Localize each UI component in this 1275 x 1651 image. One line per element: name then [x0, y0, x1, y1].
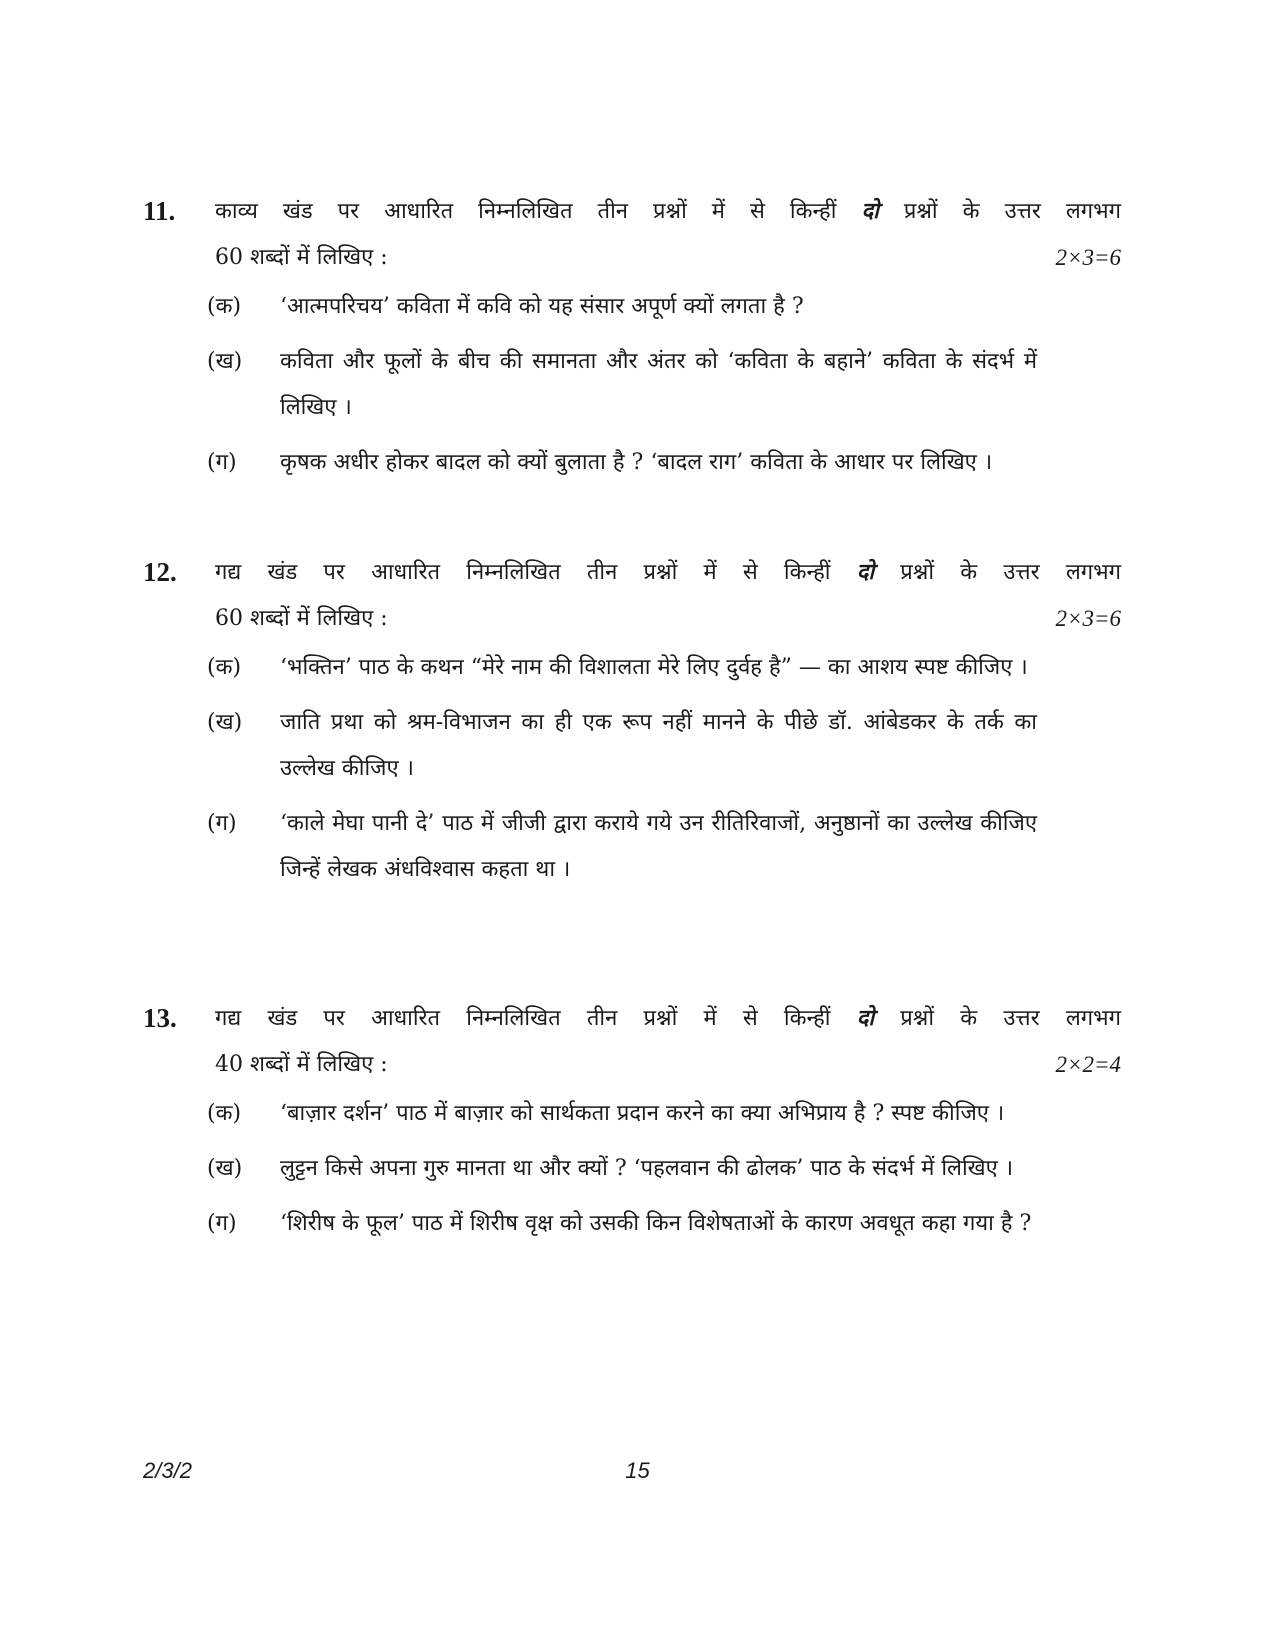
option-text: ‘काले मेघा पानी दे’ पाठ में जीजी द्वारा कराये गये उन रीतिरिवाजों, अनुष्ठानों का उल्लेख कीजिए जिन्हें लेखक अंधविश्वास कहता था ।	[280, 811, 1037, 882]
option-text: कविता और फूलों के बीच की समानता और अंतर को ‘कविता के बहाने’ कविता के संदर्भ में लिखिए ।	[280, 349, 1037, 420]
question-number: 13.	[143, 1003, 177, 1033]
page-number: 15	[625, 1458, 650, 1483]
option-kha	[207, 700, 1037, 792]
option-label: (ग)	[207, 450, 237, 475]
question-stem-line1	[215, 188, 1121, 235]
option-kha	[207, 339, 1037, 431]
option-label: (ख)	[207, 710, 243, 735]
option-ga	[207, 1201, 1037, 1247]
stem-emphasis: दो	[856, 559, 875, 585]
stem-word-limit: 60 शब्दों में लिखिए :	[215, 245, 388, 270]
stem-text-a: काव्य खंड पर आधारित निम्नलिखित तीन प्रश्नों में से किन्हीं	[215, 199, 862, 224]
option-ga	[207, 801, 1037, 893]
option-label: (ख)	[207, 349, 243, 374]
option-ka	[207, 284, 1037, 330]
option-label: (ख)	[207, 1156, 243, 1181]
question-stem	[215, 995, 1121, 1088]
question-stem	[215, 549, 1121, 642]
marks-label: 2×3=6	[1055, 606, 1121, 631]
question-stem-line1	[215, 995, 1121, 1042]
paper-code: 2/3/2	[143, 1458, 192, 1483]
marks-label: 2×2=4	[1055, 1052, 1121, 1077]
option-label: (ग)	[207, 811, 237, 836]
question-stem-line2	[215, 235, 1121, 281]
stem-text-b: प्रश्नों के उत्तर लगभग	[874, 560, 1121, 585]
option-text: जाति प्रथा को श्रम-विभाजन का ही एक रूप नहीं मानने के पीछे डॉ. आंबेडकर के तर्क का उल्लेख कीजिए ।	[280, 710, 1037, 781]
stem-text-b: प्रश्नों के उत्तर लगभग	[874, 1006, 1121, 1031]
option-text: कृषक अधीर होकर बादल को क्यों बुलाता है ? ‘बादल राग’ कविता के आधार पर लिखिए ।	[280, 450, 993, 475]
marks-label: 2×3=6	[1055, 245, 1121, 270]
stem-text-a: गद्य खंड पर आधारित निम्नलिखित तीन प्रश्नों में से किन्हीं	[215, 560, 857, 585]
options-11	[207, 284, 1037, 495]
options-13	[207, 1091, 1037, 1256]
option-label: (क)	[207, 294, 242, 319]
stem-word-limit: 40 शब्दों में लिखिए :	[215, 1052, 388, 1077]
option-label: (ग)	[207, 1211, 237, 1236]
options-12	[207, 645, 1037, 902]
question-stem	[215, 188, 1121, 281]
stem-emphasis: दो	[861, 198, 879, 224]
option-label: (क)	[207, 1101, 242, 1126]
option-text: ‘आत्मपरिचय’ कविता में कवि को यह संसार अपूर्ण क्यों लगता है ?	[280, 294, 804, 319]
question-number: 11.	[143, 196, 176, 226]
option-text: ‘शिरीष के फूल’ पाठ में शिरीष वृक्ष को उसकी किन विशेषताओं के कारण अवधूत कहा गया है ?	[280, 1211, 1032, 1236]
stem-text-b: प्रश्नों के उत्तर लगभग	[878, 199, 1121, 224]
option-ka	[207, 645, 1037, 691]
option-text: लुट्टन किसे अपना गुरु मानता था और क्यों ? ‘पहलवान की ढोलक’ पाठ के संदर्भ में लिखिए ।	[280, 1156, 1014, 1181]
question-stem-line1	[215, 549, 1121, 596]
option-text: ‘बाज़ार दर्शन’ पाठ में बाज़ार को सार्थकता प्रदान करने का क्या अभिप्राय है ? स्पष्ट कीजिए ।	[280, 1101, 1005, 1126]
question-number: 12.	[143, 557, 177, 587]
option-ka	[207, 1091, 1037, 1137]
stem-word-limit: 60 शब्दों में लिखिए :	[215, 606, 388, 631]
stem-text-a: गद्य खंड पर आधारित निम्नलिखित तीन प्रश्नों में से किन्हीं	[215, 1006, 857, 1031]
option-ga	[207, 440, 1037, 486]
question-stem-line2	[215, 1042, 1121, 1088]
option-label: (क)	[207, 655, 242, 680]
option-text: ‘भक्तिन’ पाठ के कथन “मेरे नाम की विशालता मेरे लिए दुर्वह है” — का आशय स्पष्ट कीजिए ।	[280, 655, 1028, 680]
question-stem-line2	[215, 596, 1121, 642]
stem-emphasis: दो	[856, 1005, 875, 1031]
option-kha	[207, 1146, 1037, 1192]
